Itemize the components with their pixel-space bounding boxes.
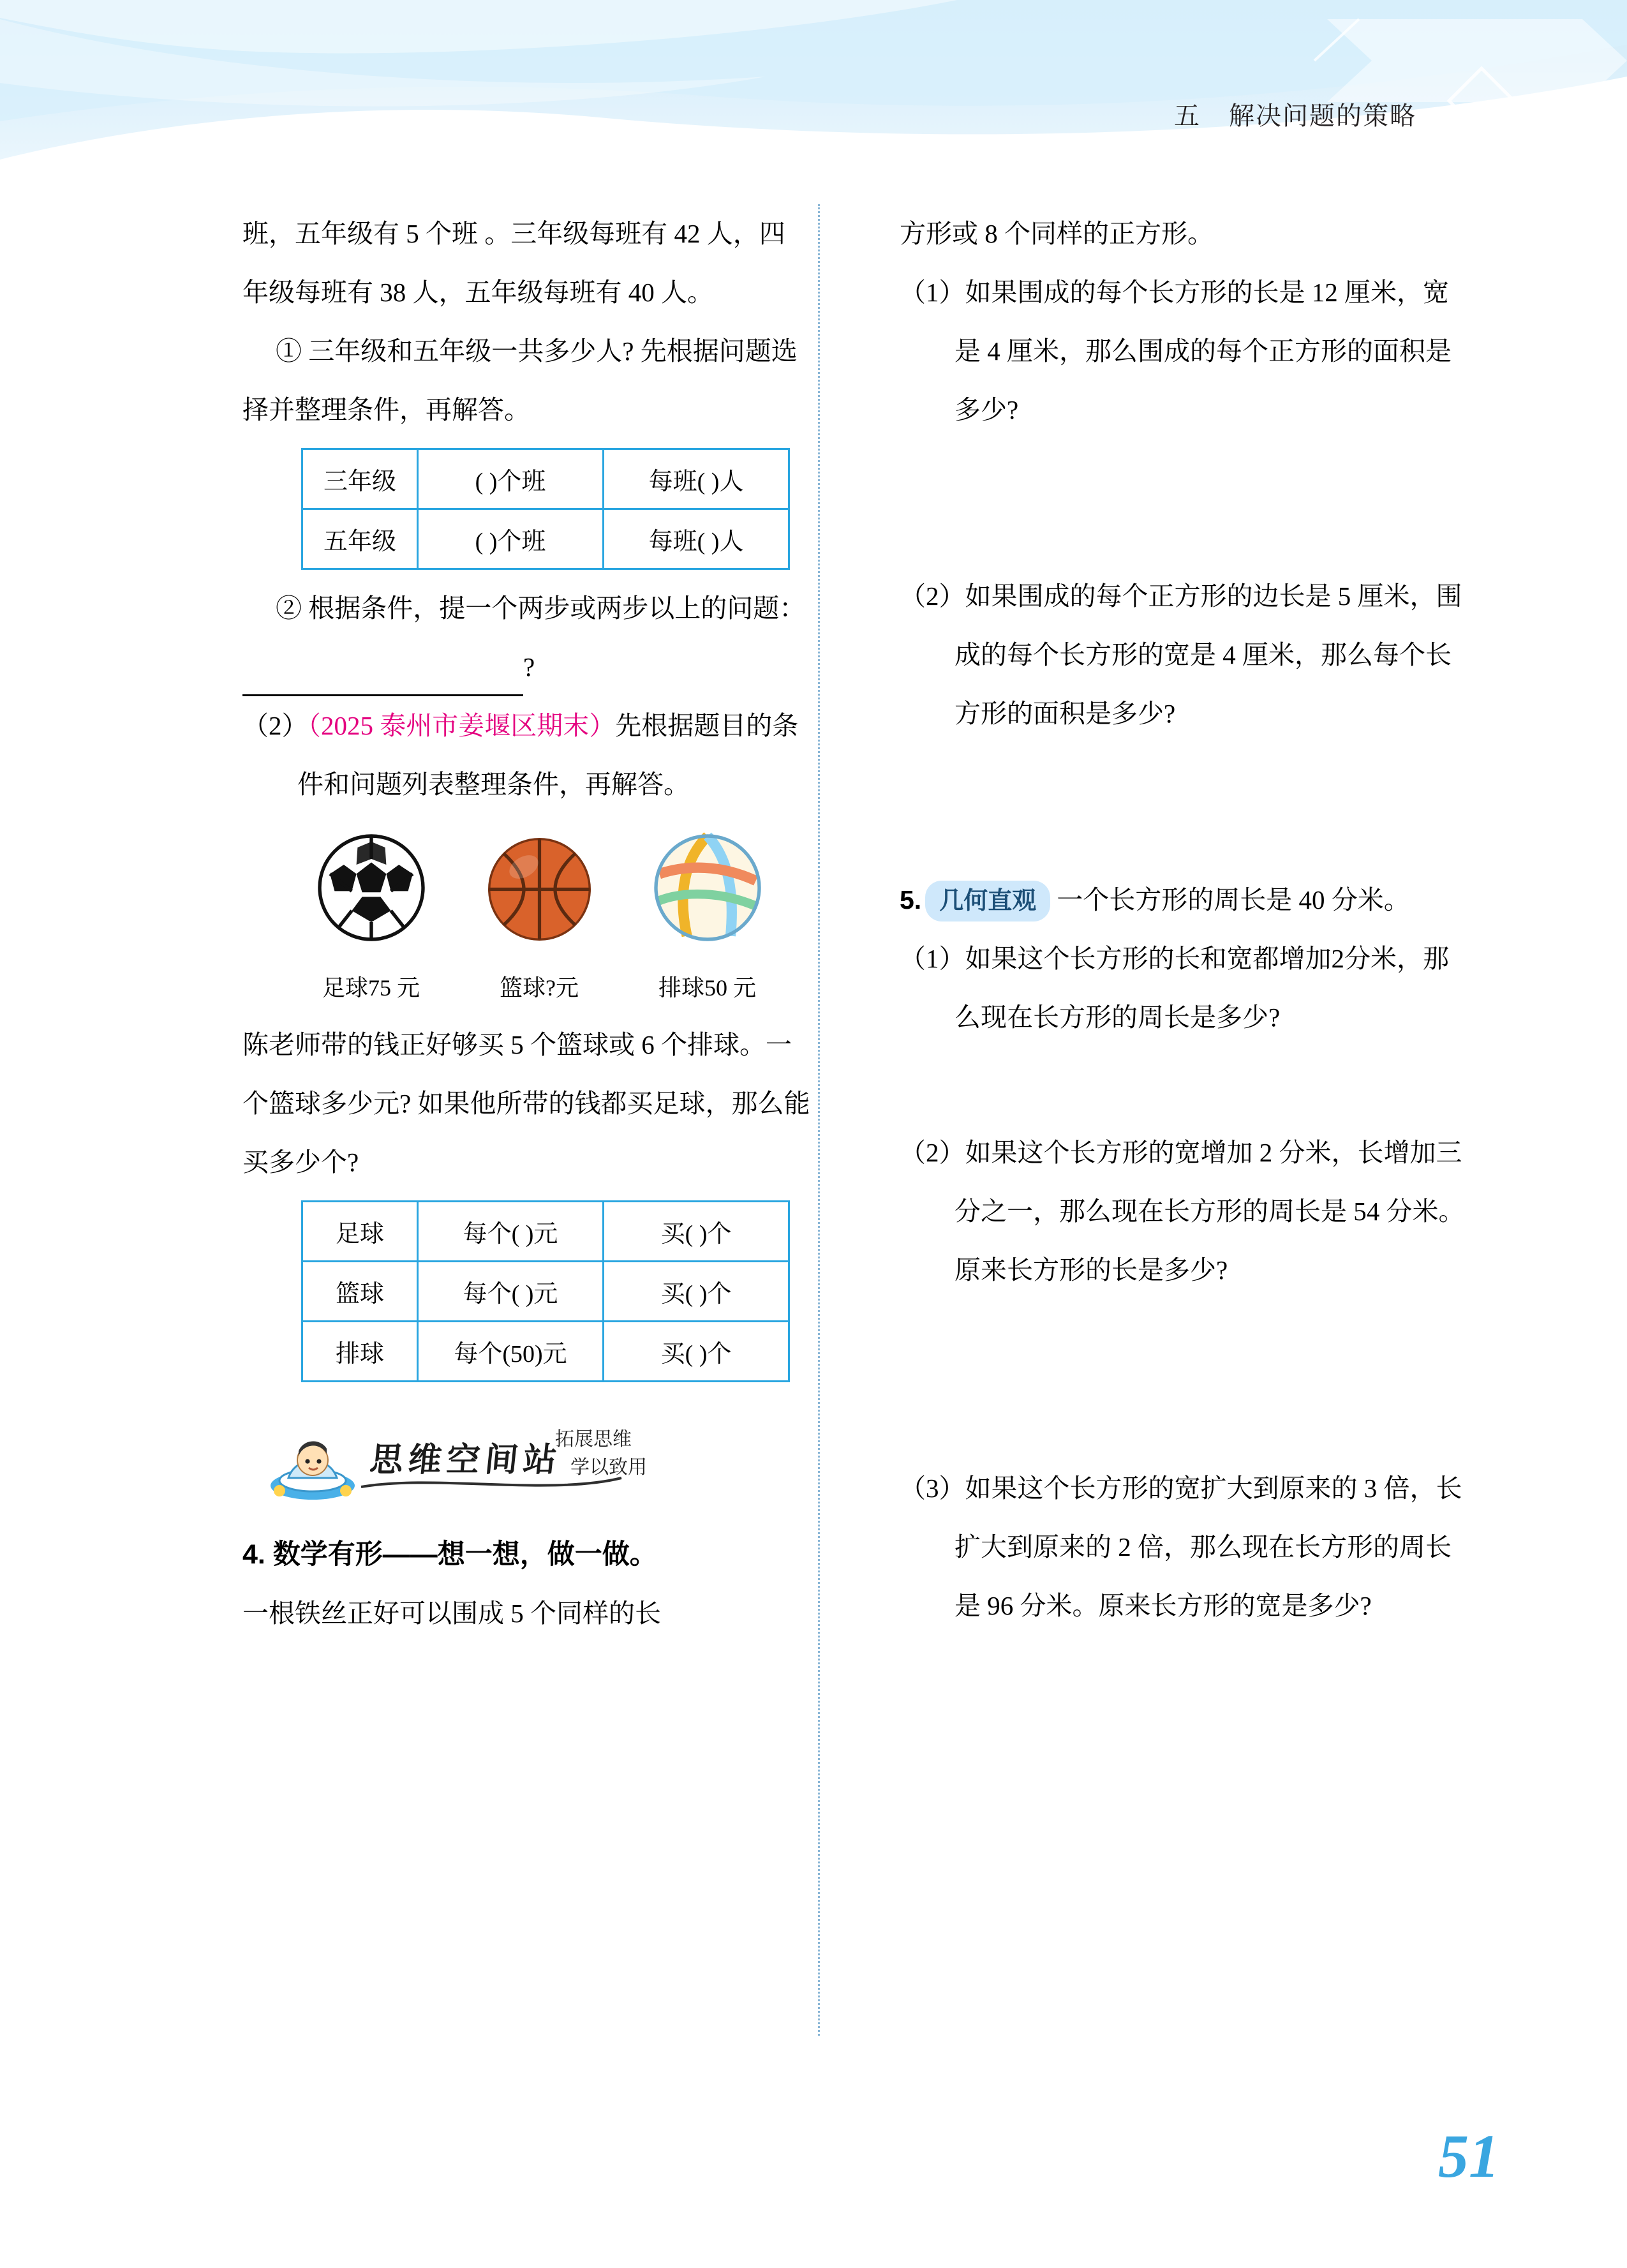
exam-source: （2025 泰州市姜堰区期末） [308, 711, 616, 740]
question-4-text: 一根铁丝正好可以围成 5 个同样的长 [242, 1599, 661, 1628]
question-4-part-1: （1）如果围成的每个长方形的长是 12 厘米，宽是 4 厘米，那么围成的每个正方形的面积是多少? [900, 278, 1452, 424]
cell-grade: 三年级 [302, 449, 418, 509]
question-5-part-1: （1）如果这个长方形的长和宽都增加2分米，那么现在长方形的周长是多少? [900, 944, 1449, 1032]
basketball-caption: 篮球?元 [500, 975, 579, 1001]
question-5-text: 一个长方形的周长是 40 分米。 [1057, 885, 1410, 914]
conditions-table-balls [301, 1200, 790, 1382]
question-2-label-line [242, 696, 810, 814]
cell-count[interactable]: 买( )个 [604, 1202, 789, 1262]
column-divider [818, 204, 820, 2036]
cell-count[interactable]: 买( )个 [604, 1262, 789, 1322]
item-2-qmark: ? [523, 652, 535, 682]
right-column [900, 204, 1467, 1635]
chapter-title: 解决问题的策略 [1229, 102, 1416, 130]
thinking-station-banner [262, 1414, 810, 1510]
question-3-item-2 [242, 579, 810, 696]
cell-per-class[interactable]: 每班( )人 [604, 449, 789, 509]
ball-illustrations [268, 830, 810, 1005]
table-row [302, 1322, 789, 1382]
cell-ball-name: 足球 [302, 1202, 418, 1262]
item-2-text: ② 根据条件，提一个两步或两步以上的问题： [276, 593, 806, 623]
underline-brush [357, 1468, 625, 1502]
soccer-ball-icon [314, 830, 429, 945]
question-5-part-3: （3）如果这个长方形的宽扩大到原来的 3 倍，长扩大到原来的 2 倍，那么现在长方形的周长是 96 分米。原来长方形的宽是多少? [900, 1473, 1462, 1620]
table-row [302, 449, 789, 509]
question-5-number: 5. [900, 885, 922, 914]
chapter-header [1174, 96, 1416, 132]
answer-space-3[interactable] [900, 1047, 1467, 1123]
answer-space-1[interactable] [900, 439, 1467, 567]
question-4-title: 4. 数学有形——想一想，做一做。 [242, 1539, 657, 1570]
answer-space-4[interactable] [900, 1299, 1467, 1459]
left-column [242, 204, 810, 1643]
volleyball-item [650, 830, 765, 1005]
cell-price[interactable]: 每个( )元 [418, 1202, 604, 1262]
volleyball-caption: 排球50 元 [658, 975, 756, 1001]
cell-price[interactable]: 每个(50)元 [418, 1322, 604, 1382]
problem-statement: 陈老师带的钱正好够买 5 个篮球或 6 个排球。一个篮球多少元? 如果他所带的钱都买足球，那么能买多少个? [242, 1030, 810, 1177]
rocket-kid-icon [262, 1414, 364, 1510]
table-row [302, 1262, 789, 1322]
answer-space-2[interactable] [900, 743, 1467, 870]
chapter-number: 五 [1174, 102, 1201, 130]
cell-price[interactable]: 每个( )元 [418, 1262, 604, 1322]
conditions-table-grades [301, 448, 790, 570]
thinking-station-title: 思维空间站 [368, 1442, 564, 1479]
item-label: （2） [242, 711, 308, 740]
note-line-2: 学以致用 [570, 1457, 647, 1478]
table-row [302, 509, 789, 569]
question-5-part-2: （2）如果这个长方形的宽增加 2 分米，长增加三分之一，那么现在长方形的周长是 54 分米。原来长方形的长是多少? [900, 1138, 1465, 1285]
cell-grade: 五年级 [302, 509, 418, 569]
continued-paragraph-right: 方形或 8 个同样的正方形。 [900, 219, 1214, 248]
basketball-item [484, 833, 595, 1005]
note-line-1: 拓展思维 [555, 1429, 632, 1450]
question-3-item-1: ① 三年级和五年级一共多少人? 先根据问题选择并整理条件，再解答。 [242, 336, 798, 424]
page-body [0, 204, 1627, 2182]
cell-ball-name: 篮球 [302, 1262, 418, 1322]
item-2-body: 先根据题目的条件和问题列表整理条件，再解答。 [297, 711, 799, 799]
cell-ball-name: 排球 [302, 1322, 418, 1382]
cell-count[interactable]: 买( )个 [604, 1322, 789, 1382]
question-4-part-2: （2）如果围成的每个正方形的边长是 5 厘米，围成的每个长方形的宽是 4 厘米，那么每个长方形的面积是多少? [900, 581, 1462, 728]
soccer-ball-item [314, 830, 429, 1005]
answer-blank[interactable] [242, 657, 523, 696]
cell-classes[interactable]: ( )个班 [418, 449, 604, 509]
volleyball-icon [650, 830, 765, 945]
table-row [302, 1202, 789, 1262]
cell-classes[interactable]: ( )个班 [418, 509, 604, 569]
page-number: 51 [1438, 2122, 1499, 2190]
continued-paragraph: 班，五年级有 5 个班 。三年级每班有 42 人，四年级每班有 38 人，五年级每班有 40 人。 [242, 219, 785, 307]
cell-per-class[interactable]: 每班( )人 [604, 509, 789, 569]
soccer-ball-caption: 足球75 元 [322, 975, 420, 1001]
skill-tag-geometric-intuition: 几何直观 [925, 881, 1050, 921]
question-5-heading [900, 870, 1467, 929]
basketball-icon [484, 833, 595, 945]
